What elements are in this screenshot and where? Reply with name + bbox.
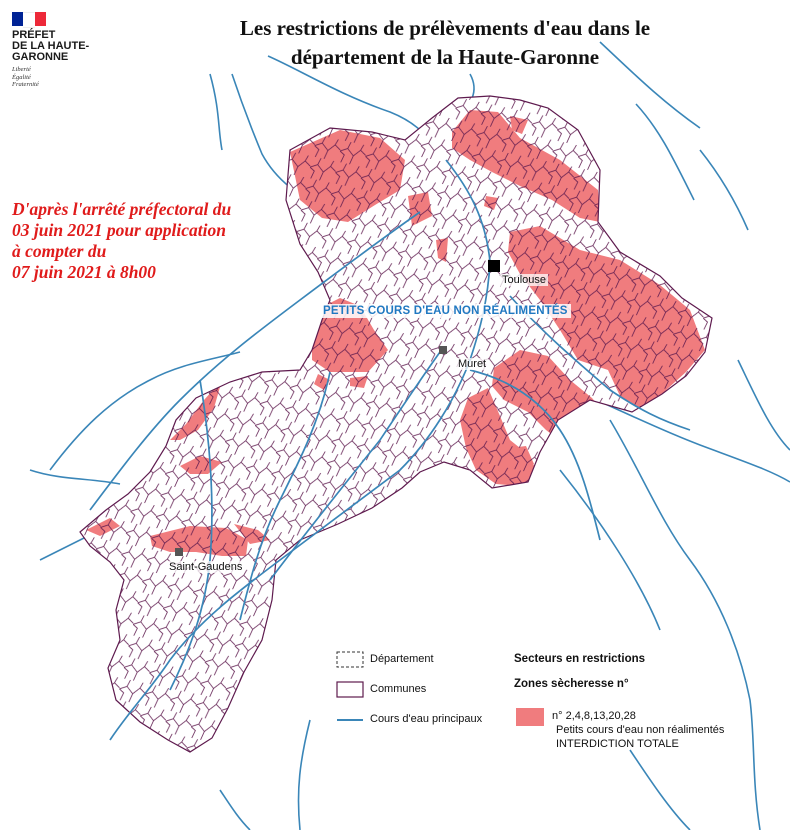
map-title	[190, 14, 700, 72]
legend-communes-swatch	[337, 682, 363, 697]
legend-zone-ban: INTERDICTION TOTALE	[556, 738, 679, 750]
legend-heading-sectors: Secteurs en restrictions	[514, 653, 646, 665]
flag-red-band	[35, 12, 46, 26]
saint-gaudens-marker	[175, 548, 183, 556]
city-label-toulouse: Toulouse	[502, 274, 547, 286]
city-label-saint-gaudens: Saint-Gaudens	[169, 561, 243, 573]
zone-banner: PETITS COURS D'EAU NON RÉALIMENTÉS	[320, 304, 571, 318]
legend-rivers-label: Cours d'eau principaux	[370, 713, 483, 725]
department-area	[60, 80, 740, 780]
decree-line2: 03 juin 2021 pour application	[12, 220, 226, 240]
decree-line3: à compter du	[12, 241, 107, 261]
legend-zone-numbers: n° 2,4,8,13,20,28	[552, 710, 636, 722]
decree-line4: 07 juin 2021 à 8h00	[12, 262, 156, 282]
republic-motto	[12, 66, 132, 89]
flag-white-band	[23, 12, 34, 28]
map-title-line2: département de la Haute-Garonne	[290, 45, 600, 69]
logo-line1: PRÉFET	[12, 29, 56, 41]
motto-egalite: Égalité	[12, 73, 31, 81]
decree-notice	[12, 199, 272, 283]
legend-communes-label: Communes	[370, 683, 427, 695]
legend-department-swatch	[337, 652, 363, 667]
prefecture-logo	[12, 12, 132, 89]
prefecture-name	[12, 30, 132, 63]
muret-marker	[439, 346, 447, 354]
decree-line1: D'après l'arrêté préfectoral du	[12, 199, 232, 219]
motto-fraternite: Fraternité	[12, 81, 39, 88]
motto-liberte: Liberté	[12, 66, 31, 73]
flag-blue-band	[12, 12, 23, 26]
logo-line3: GARONNE	[12, 51, 69, 63]
city-label-muret: Muret	[458, 358, 487, 370]
legend-zone-swatch	[516, 708, 544, 726]
legend-department-label: Département	[370, 653, 434, 665]
marianne-flag-icon	[12, 12, 46, 26]
legend-heading-zones: Zones sècheresse n°	[514, 678, 629, 690]
map-title-line1: Les restrictions de prélèvements d'eau dans le	[239, 16, 651, 40]
logo-line2: DE LA HAUTE-	[12, 40, 90, 52]
toulouse-marker	[488, 260, 500, 272]
legend-zone-desc: Petits cours d'eau non réalimentés	[556, 724, 725, 736]
